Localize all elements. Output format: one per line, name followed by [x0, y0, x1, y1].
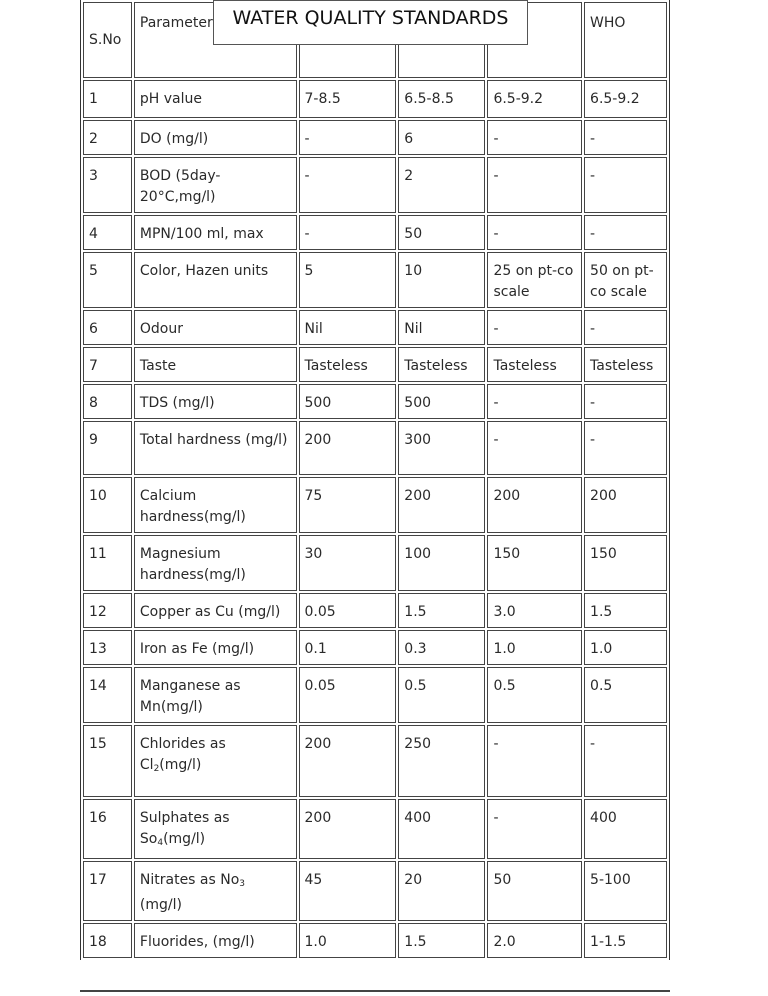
cell-value-c: - — [487, 421, 582, 475]
cell-value-c: 0.5 — [487, 667, 582, 723]
cell-value-c: - — [487, 384, 582, 419]
table-row — [83, 421, 667, 475]
cell-sno: 17 — [83, 861, 132, 921]
cell-parameter: Color, Hazen units — [134, 252, 297, 308]
param-prefix: Nitrates as No — [139, 872, 240, 888]
cell-parameter: TDS (mg/l) — [134, 384, 297, 419]
cell-parameter: Magnesium hardness(mg/l) — [134, 535, 297, 591]
cell-sno: 6 — [83, 310, 132, 345]
cell-value-who: Tasteless — [584, 347, 667, 382]
cell-parameter: Iron as Fe (mg/l) — [134, 630, 297, 665]
param-suffix: (mg/l) — [159, 757, 202, 773]
cell-value-a: 7-8.5 — [299, 80, 397, 118]
cell-value-b: 1.5 — [398, 593, 485, 628]
table-row — [83, 347, 667, 382]
cell-value-a: 0.05 — [299, 667, 397, 723]
cell-value-b: 500 — [398, 384, 485, 419]
param-subscript: 4 — [157, 838, 164, 848]
cell-value-b: 200 — [398, 477, 485, 533]
cell-parameter: Fluorides, (mg/l) — [134, 923, 297, 958]
cell-value-a: 1.0 — [299, 923, 397, 958]
cell-parameter: Taste — [134, 347, 297, 382]
param-suffix: (mg/l) — [163, 831, 206, 847]
cell-sno: 12 — [83, 593, 132, 628]
cell-value-b: Tasteless — [398, 347, 485, 382]
cell-sno: 8 — [83, 384, 132, 419]
cell-parameter — [134, 861, 297, 921]
cell-value-a: - — [299, 157, 397, 213]
param-prefix: Sulphates as So — [139, 810, 230, 847]
cell-value-a: 5 — [299, 252, 397, 308]
cell-value-b: 400 — [398, 799, 485, 859]
table-row — [83, 477, 667, 533]
cell-value-a: 45 — [299, 861, 397, 921]
cell-value-who: - — [584, 310, 667, 345]
table-row — [83, 593, 667, 628]
cell-parameter: Odour — [134, 310, 297, 345]
cell-value-a: 200 — [299, 421, 397, 475]
param-subscript: 3 — [239, 879, 246, 889]
cell-value-b: 10 — [398, 252, 485, 308]
param-prefix: Chlorides as Cl — [139, 736, 226, 773]
cell-parameter: Copper as Cu (mg/l) — [134, 593, 297, 628]
cell-sno: 7 — [83, 347, 132, 382]
cell-value-b: 6.5-8.5 — [398, 80, 485, 118]
cell-value-b: 0.5 — [398, 667, 485, 723]
cell-value-who: 0.5 — [584, 667, 667, 723]
cell-value-who: 200 — [584, 477, 667, 533]
table-row — [83, 923, 667, 958]
cell-value-c: - — [487, 157, 582, 213]
cell-parameter: BOD (5day-20°C,mg/l) — [134, 157, 297, 213]
cell-value-a: 0.05 — [299, 593, 397, 628]
cell-value-who: - — [584, 157, 667, 213]
cell-sno: 13 — [83, 630, 132, 665]
cell-value-b: 20 — [398, 861, 485, 921]
table-row — [83, 215, 667, 250]
cell-parameter — [134, 799, 297, 859]
cell-sno: 9 — [83, 421, 132, 475]
table-row — [83, 384, 667, 419]
table-continuation-edge — [80, 990, 670, 996]
cell-value-c: 50 — [487, 861, 582, 921]
cell-value-b: 300 — [398, 421, 485, 475]
param-subscript: 2 — [153, 764, 160, 774]
param-suffix: (mg/l) — [139, 897, 182, 913]
cell-value-a: 0.1 — [299, 630, 397, 665]
table-row — [83, 861, 667, 921]
table-row — [83, 252, 667, 308]
cell-value-who: - — [584, 120, 667, 155]
cell-value-b: 1.5 — [398, 923, 485, 958]
cell-value-c: 2.0 — [487, 923, 582, 958]
cell-sno: 15 — [83, 725, 132, 797]
cell-value-c: - — [487, 725, 582, 797]
cell-sno: 16 — [83, 799, 132, 859]
table-row — [83, 80, 667, 118]
cell-value-who: 5-100 — [584, 861, 667, 921]
cell-parameter: MPN/100 ml, max — [134, 215, 297, 250]
cell-sno: 2 — [83, 120, 132, 155]
cell-value-a: Tasteless — [299, 347, 397, 382]
cell-value-a: 30 — [299, 535, 397, 591]
cell-value-c: - — [487, 310, 582, 345]
cell-value-c: 3.0 — [487, 593, 582, 628]
cell-parameter: pH value — [134, 80, 297, 118]
cell-sno: 14 — [83, 667, 132, 723]
cell-value-c: 25 on pt-co scale — [487, 252, 582, 308]
cell-value-who: 1.0 — [584, 630, 667, 665]
cell-parameter — [134, 725, 297, 797]
table-row — [83, 157, 667, 213]
water-quality-table — [80, 0, 670, 960]
cell-value-a: 200 — [299, 725, 397, 797]
header-who: WHO — [584, 2, 667, 78]
table-row — [83, 535, 667, 591]
cell-sno: 18 — [83, 923, 132, 958]
cell-value-c: - — [487, 799, 582, 859]
cell-value-a: 500 — [299, 384, 397, 419]
cell-value-who: - — [584, 725, 667, 797]
cell-value-b: Nil — [398, 310, 485, 345]
cell-value-who: 6.5-9.2 — [584, 80, 667, 118]
cell-sno: 3 — [83, 157, 132, 213]
cell-value-a: 200 — [299, 799, 397, 859]
cell-parameter: Calcium hardness(mg/l) — [134, 477, 297, 533]
cell-value-b: 250 — [398, 725, 485, 797]
cell-sno: 5 — [83, 252, 132, 308]
table-row — [83, 799, 667, 859]
table-row — [83, 310, 667, 345]
cell-value-c: - — [487, 215, 582, 250]
cell-sno: 4 — [83, 215, 132, 250]
cell-value-who: - — [584, 421, 667, 475]
table-row — [83, 725, 667, 797]
cell-value-c: 200 — [487, 477, 582, 533]
cell-parameter: DO (mg/l) — [134, 120, 297, 155]
table-row — [83, 667, 667, 723]
cell-sno: 1 — [83, 80, 132, 118]
cell-value-who: 150 — [584, 535, 667, 591]
cell-value-b: 100 — [398, 535, 485, 591]
cell-value-c: Tasteless — [487, 347, 582, 382]
cell-value-who: - — [584, 384, 667, 419]
cell-value-b: 6 — [398, 120, 485, 155]
cell-value-a: Nil — [299, 310, 397, 345]
cell-value-a: - — [299, 120, 397, 155]
table-row — [83, 630, 667, 665]
cell-parameter: Manganese as Mn(mg/l) — [134, 667, 297, 723]
cell-value-who: - — [584, 215, 667, 250]
cell-value-c: 150 — [487, 535, 582, 591]
cell-value-b: 0.3 — [398, 630, 485, 665]
cell-sno: 10 — [83, 477, 132, 533]
cell-value-who: 50 on pt-co scale — [584, 252, 667, 308]
cell-value-who: 1.5 — [584, 593, 667, 628]
cell-value-who: 400 — [584, 799, 667, 859]
cell-value-b: 2 — [398, 157, 485, 213]
cell-sno: 11 — [83, 535, 132, 591]
cell-parameter: Total hardness (mg/l) — [134, 421, 297, 475]
header-parameter: Parameter — [134, 2, 297, 78]
cell-value-who: 1-1.5 — [584, 923, 667, 958]
header-sno: S.No — [83, 2, 132, 78]
cell-value-a: 75 — [299, 477, 397, 533]
cell-value-c: - — [487, 120, 582, 155]
table-row — [83, 120, 667, 155]
page-title: WATER QUALITY STANDARDS — [213, 0, 528, 45]
cell-value-b: 50 — [398, 215, 485, 250]
cell-value-c: 1.0 — [487, 630, 582, 665]
cell-value-c: 6.5-9.2 — [487, 80, 582, 118]
cell-value-a: - — [299, 215, 397, 250]
